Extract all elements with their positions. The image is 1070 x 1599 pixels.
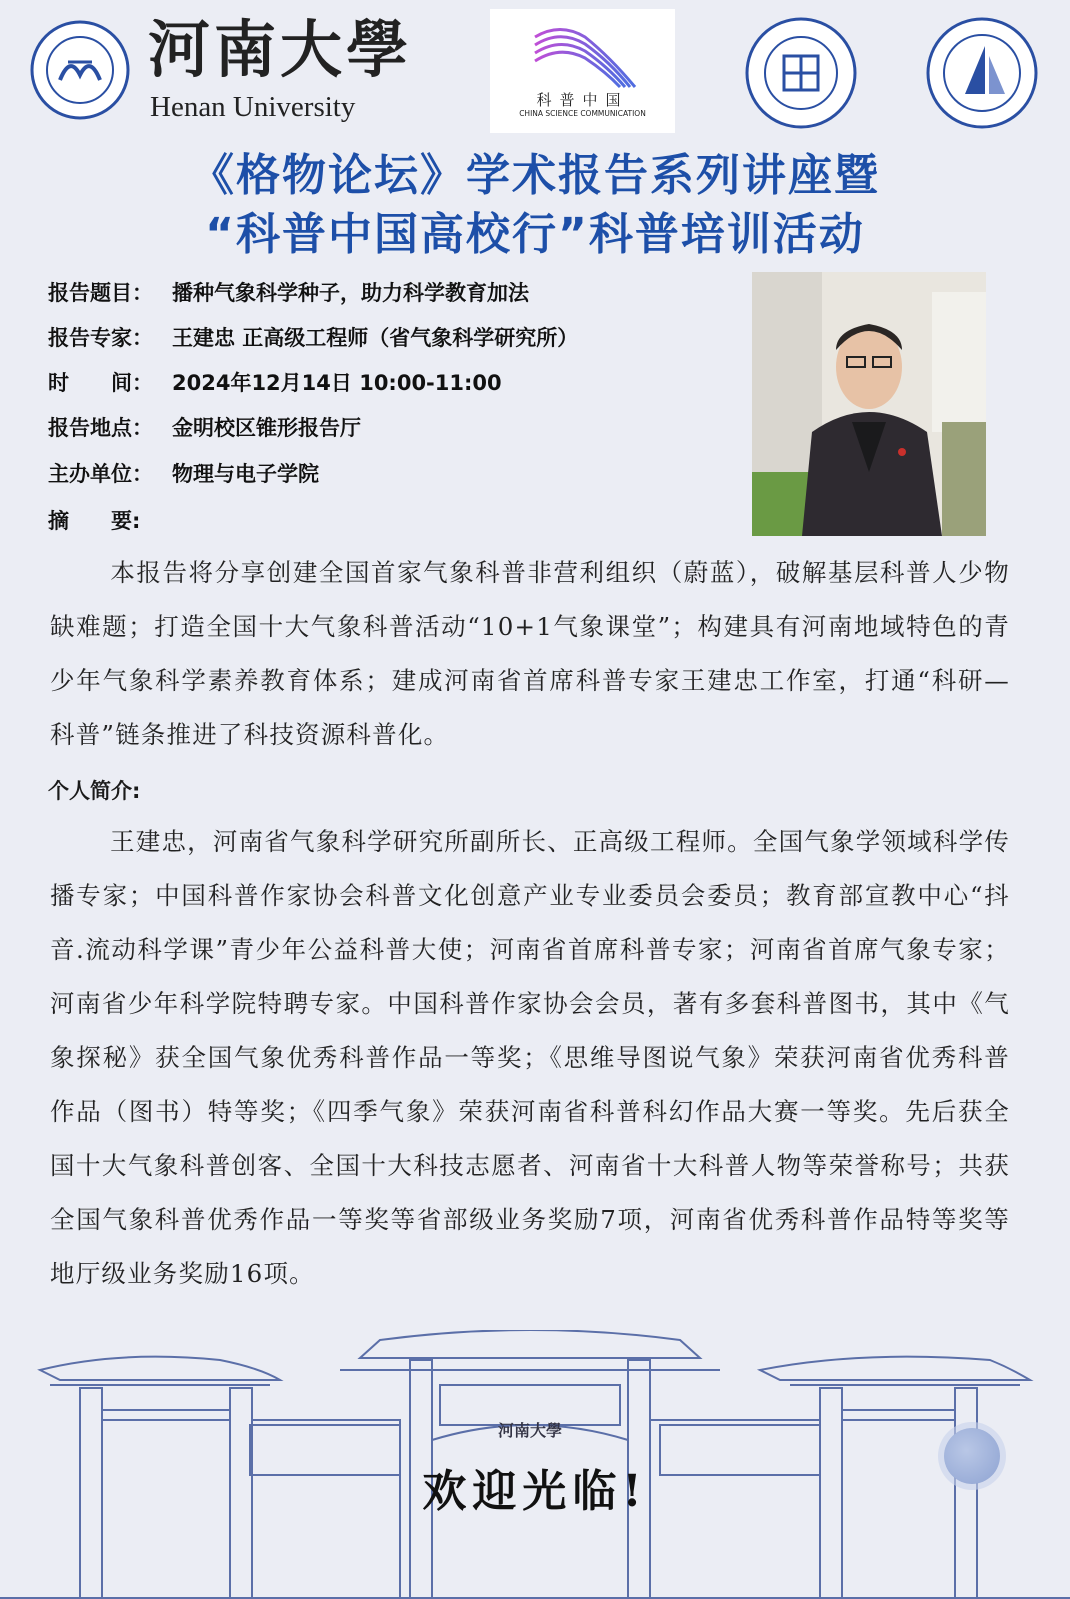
kepu-logo-cn: 科普中国 xyxy=(536,91,629,109)
abstract-text xyxy=(50,546,1010,762)
host-row xyxy=(48,459,319,489)
speaker-row xyxy=(48,323,578,353)
place-value: 金明校区锥形报告厅 xyxy=(172,416,361,440)
topic-label: 报告题目： xyxy=(48,281,153,305)
floating-assist-button[interactable] xyxy=(944,1428,1000,1484)
gate-plaque: 河南大學 xyxy=(497,1421,562,1440)
kepu-zhongyuan-emblem xyxy=(744,16,858,130)
host-label: 主办单位： xyxy=(48,462,153,486)
time-label: 时 间： xyxy=(48,371,153,395)
bio-text xyxy=(50,815,1010,1301)
event-title-line1: 《格物论坛》学术报告系列讲座暨 xyxy=(190,150,880,201)
host-value: 物理与电子学院 xyxy=(172,462,319,486)
welcome-text: 欢迎光临! xyxy=(422,1466,648,1517)
kepu-china-logo xyxy=(490,9,675,133)
place-label: 报告地点： xyxy=(48,416,153,440)
university-name-cn: 河南大學 xyxy=(148,13,413,86)
abstract-label: 摘 要: xyxy=(48,509,141,533)
bio-label: 个人简介: xyxy=(48,779,141,803)
kepu-wave-icon xyxy=(530,17,640,89)
topic-value: 播种气象科学种子，助力科学教育加法 xyxy=(172,281,529,305)
bio-body: 王建忠，河南省气象科学研究所副所长、正高级工程师。全国气象学领域科学传播专家；中国科普作家协会科普文化创意产业专业委员会委员；教育部宣教中心“抖音.流动科学课”青少年公益科普大使；河南省首席科普专家；河南省首席气象专家；河南省少年科学院特聘专家。中国科普作家协会会员，著有多套科普图书，其中《气象探秘》获全国气象优秀科普作品一等奖；《思维导图说气象》荣获河南省优秀科普作品（图书）特等奖；《四季气象》荣获河南省科普科幻作品大赛一等奖。先后获全国十大气象科普创客、全国十大科技志愿者、河南省十大科普人物等荣誉称号；共获全国气象科普优秀作品一等奖等省部级业务奖励7项，河南省优秀科普作品特等奖等地厅级业务奖励16项。 xyxy=(50,827,1010,1288)
place-row xyxy=(48,413,361,443)
abstract-body: 本报告将分享创建全国首家气象科普非营利组织（蔚蓝），破解基层科普人少物缺难题；打造全国十大气象科普活动“10+1气象课堂”；构建具有河南地域特色的青少年气象科学素养教育体系；建成河南省首席科普专家王建忠工作室，打通“科研—科普”链条推进了科技资源科普化。 xyxy=(50,558,1010,749)
time-row xyxy=(48,368,502,398)
topic-row xyxy=(48,278,529,308)
speaker-photo xyxy=(752,272,986,536)
kepu-logo-en: CHINA SCIENCE COMMUNICATION xyxy=(519,109,646,118)
event-title-line2: “科普中国高校行”科普培训活动 xyxy=(205,209,865,260)
speaker-label: 报告专家： xyxy=(48,326,153,350)
physics-school-emblem xyxy=(925,16,1039,130)
henan-university-emblem xyxy=(30,20,130,120)
speaker-value: 王建忠 正高级工程师（省气象科学研究所） xyxy=(172,326,579,350)
time-value: 2024年12月14日 10:00-11:00 xyxy=(172,371,502,395)
university-name-en: Henan University xyxy=(150,91,356,123)
